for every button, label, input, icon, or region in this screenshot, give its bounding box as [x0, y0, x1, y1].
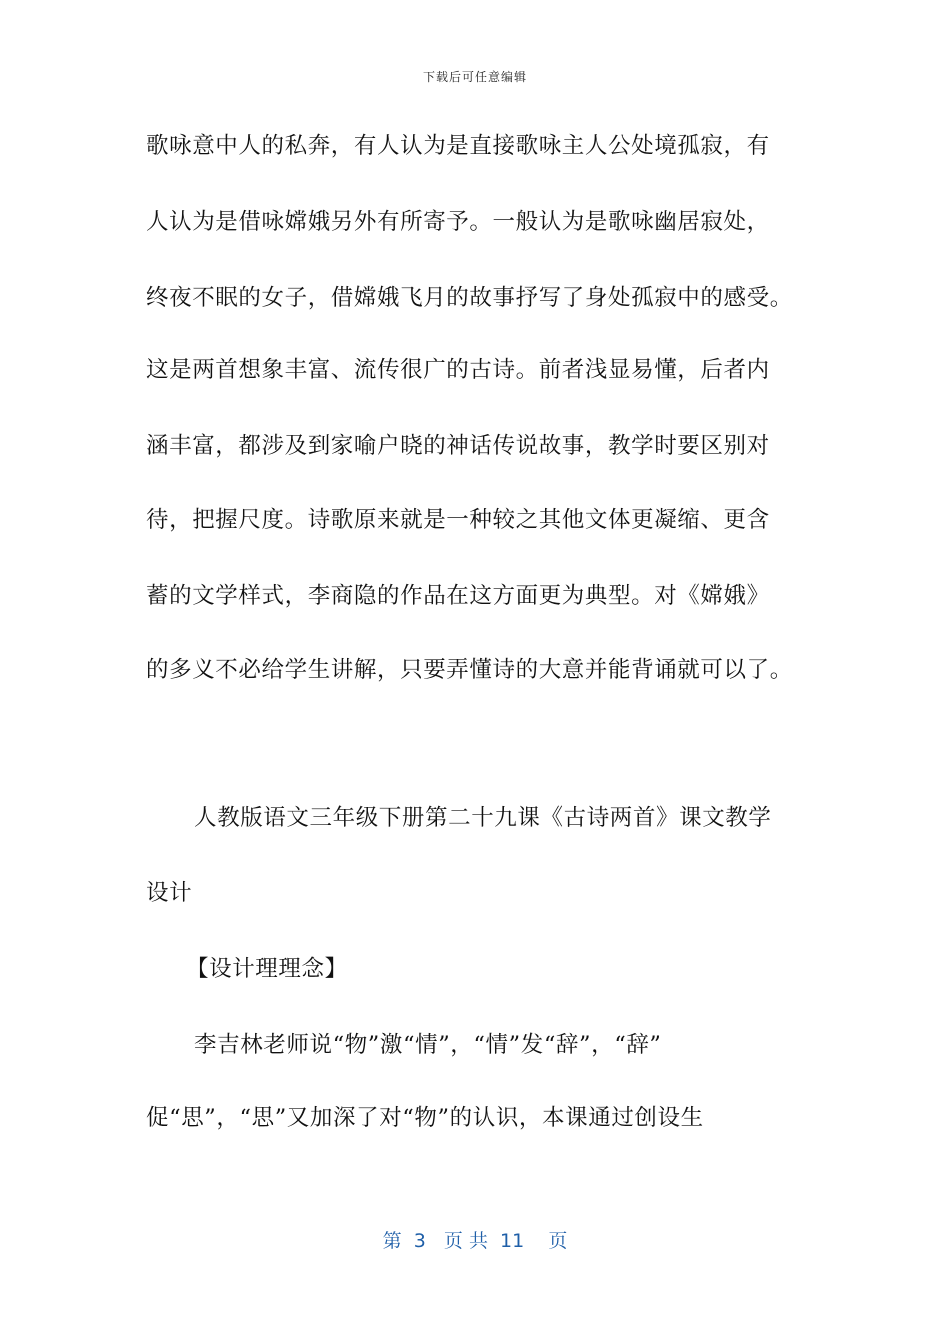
body-line-2: 人认为是借咏嫦娥另外有所寄予。一般认为是歌咏幽居寂处， — [146, 209, 770, 235]
page-header: 下载后可任意编辑 — [422, 70, 527, 84]
body-line-8: 的多义不必给学生讲解，只要弄懂诗的大意并能背诵就可以了。 — [146, 657, 793, 683]
body-line-7: 蓄的文学样式，李商隐的作品在这方面更为典型。对《嫦娥》 — [146, 583, 770, 609]
body-line-4: 这是两首想象丰富、流传很广的古诗。前者浅显易懂，后者内 — [146, 357, 770, 383]
section-title-line-1: 人教版语文三年级下册第二十九课《古诗两首》课文教学 — [194, 805, 772, 831]
body-line-1: 歌咏意中人的私奔，有人认为是直接歌咏主人公处境孤寂，有 — [146, 133, 770, 159]
body-line-6: 待，把握尺度。诗歌原来就是一种较之其他文体更凝缩、更含 — [146, 507, 770, 533]
section-title-line-2: 设计 — [146, 880, 193, 906]
body-line-5: 涵丰富，都涉及到家喻户晓的神话传说故事，教学时要区别对 — [146, 433, 770, 459]
page-footer: 第 3 页 共 11 页 — [382, 1230, 568, 1252]
paragraph-line-1: 李吉林老师说“物”激“情”，“情”发“辞”，“辞” — [194, 1032, 662, 1058]
subheading: 【设计理理念】 — [186, 956, 348, 982]
body-line-3: 终夜不眠的女子，借嫦娥飞月的故事抒写了身处孤寂中的感受。 — [146, 285, 793, 311]
paragraph-line-2: 促“思”，“思”又加深了对“物”的认识，本课通过创设生 — [146, 1105, 704, 1131]
